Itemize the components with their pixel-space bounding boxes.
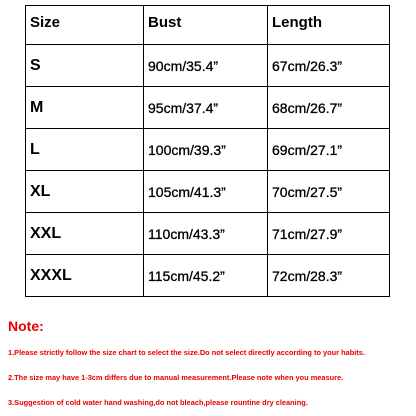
size-cell: XXXL [26,255,144,297]
table-row [26,255,390,297]
length-cell: 72cm/28.3” [268,255,390,297]
length-cell: 68cm/26.7” [268,87,390,129]
column-header-size: Size [26,6,144,45]
table-row [26,213,390,255]
size-chart-table [25,5,390,297]
length-cell: 70cm/27.5” [268,171,390,213]
bust-cell: 100cm/39.3” [144,129,268,171]
bust-cell: 95cm/37.4” [144,87,268,129]
size-cell: XL [26,171,144,213]
bust-cell: 115cm/45.2” [144,255,268,297]
table-row [26,45,390,87]
table-row [26,87,390,129]
bust-cell: 90cm/35.4” [144,45,268,87]
table-row [26,171,390,213]
bust-cell: 105cm/41.3” [144,171,268,213]
length-cell: 67cm/26.3” [268,45,390,87]
table-row [26,129,390,171]
note-line-3: 3.Suggestion of cold water hand washing,do not bleach,please rountine dry cleaning. [8,398,308,407]
size-cell: M [26,87,144,129]
column-header-length: Length [268,6,390,45]
size-cell: S [26,45,144,87]
note-line-1: 1.Please strictly follow the size chart to select the size.Do not select directly according to your habits. [8,348,365,357]
notes-section [8,318,412,407]
length-cell: 69cm/27.1” [268,129,390,171]
size-cell: L [26,129,144,171]
size-cell: XXL [26,213,144,255]
length-cell: 71cm/27.9” [268,213,390,255]
table-header-row [26,6,390,45]
note-line-2: 2.The size may have 1-3cm differs due to manual measurement.Please note when you measure. [8,373,344,382]
column-header-bust: Bust [144,6,268,45]
bust-cell: 110cm/43.3” [144,213,268,255]
note-title: Note: [8,318,44,334]
